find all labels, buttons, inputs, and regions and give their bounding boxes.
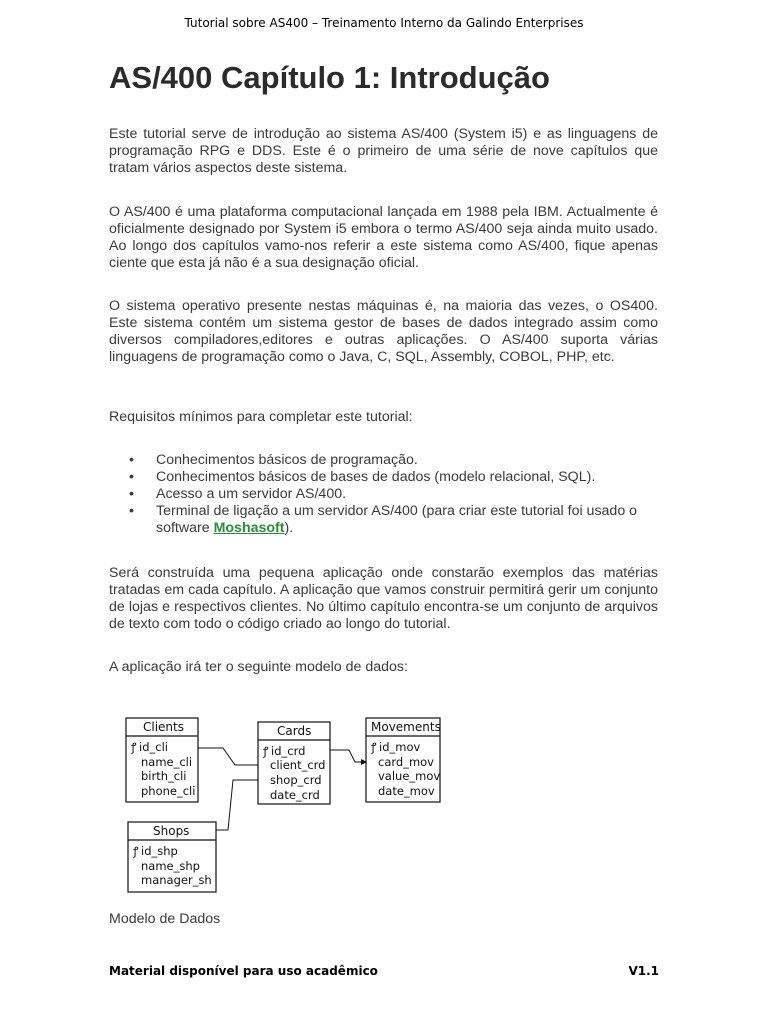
table-movements [366, 718, 441, 802]
data-model-diagram [123, 712, 453, 898]
list-item [109, 452, 658, 469]
field: name_shp [141, 859, 200, 873]
field: shop_crd [270, 773, 322, 787]
bullet-icon: • [129, 503, 134, 519]
field: client_crd [270, 758, 326, 772]
key-icon: ꝭ [371, 740, 377, 754]
list-item-text: Acesso a um servidor AS/400. [156, 486, 347, 502]
list-item-text-end: ). [284, 520, 294, 536]
key-field: id_cli [139, 740, 168, 754]
field: date_crd [270, 788, 320, 802]
page-header: Tutorial sobre AS400 – Treinamento Interno da Galindo Enterprises [184, 16, 584, 30]
list-item [109, 503, 658, 537]
paragraph-requirements: Requisitos mínimos para completar este tutorial: [109, 409, 413, 425]
table-clients [126, 718, 198, 802]
bullet-icon: • [129, 486, 134, 502]
paragraph-history: O AS/400 é uma plataforma computacional lançada em 1988 pela IBM. Actualmente é oficialmente designado por System i5 embora o termo AS/400 seja ainda muito usado. Ao longo dos capítulos vamo-nos referir a este sistema como AS/400, fique apenas ciente que esta já não é a sua designação oficial. [109, 204, 658, 271]
field: name_cli [141, 755, 193, 769]
key-icon: ꝭ [133, 844, 139, 858]
field: card_mov [378, 755, 434, 769]
key-field: id_shp [141, 844, 178, 858]
field: phone_cli [141, 784, 196, 798]
table-title: Clients [143, 720, 184, 734]
list-item-text: Conhecimentos básicos de programação. [156, 452, 418, 468]
key-icon: ꝭ [263, 744, 269, 758]
list-item-text: Conhecimentos básicos de bases de dados (modelo relacional, SQL). [156, 469, 596, 485]
table-shops [128, 822, 216, 892]
paragraph-model-intro: A aplicação irá ter o seguinte modelo de dados: [109, 659, 408, 675]
bullet-icon: • [129, 469, 134, 485]
field: birth_cli [141, 769, 187, 783]
table-title: Movements [371, 720, 441, 734]
requirements-list [109, 452, 658, 537]
list-item [109, 469, 658, 486]
diagram-caption: Modelo de Dados [109, 911, 221, 927]
key-icon: ꝭ [131, 740, 137, 754]
key-field: id_mov [379, 740, 421, 754]
footer-note: Material disponível para uso acadêmico [109, 964, 378, 978]
paragraph-intro: Este tutorial serve de introdução ao sistema AS/400 (System i5) e as linguagens de programação RPG e DDS. Este é o primeiro de uma série de nove capítulos que tratam vários aspectos deste sistema. [109, 126, 658, 176]
list-item [109, 486, 658, 503]
field: value_mov [378, 769, 441, 783]
relation-cards-movements [330, 750, 366, 762]
table-title: Shops [153, 824, 190, 838]
moshasoft-link[interactable]: Moshasoft [213, 520, 285, 536]
field: manager_sh [141, 873, 212, 887]
key-field: id_crd [271, 744, 306, 758]
page-title: AS/400 Capítulo 1: Introdução [109, 60, 550, 95]
paragraph-application: Será construída uma pequena aplicação onde constarão exemplos das matérias tratadas em cada capítulo. A aplicação que vamos construir permitirá gerir um conjunto de lojas e respectivos clientes. No último capítulo encontra-se um conjunto de arquivos de texto com todo o código criado ao longo do tutorial. [109, 565, 658, 632]
list-item-text: Terminal de ligação a um servidor AS/400 (para criar este tutorial foi usado o software [156, 503, 638, 536]
table-title: Cards [277, 724, 312, 738]
bullet-icon: • [129, 452, 134, 468]
relation-shops-cards [216, 780, 258, 830]
paragraph-os400: O sistema operativo presente nestas máquinas é, na maioria das vezes, o OS400. Este sistema contém um sistema gestor de bases de dados integrado assim como diversos compiladores,editores e outras aplicações. O AS/400 suporta várias linguagens de programação como o Java, C, SQL, Assembly, COBOL, PHP, etc. [109, 298, 658, 365]
footer-version: V1.1 [628, 964, 659, 978]
field: date_mov [378, 784, 435, 798]
relation-clients-cards [198, 748, 258, 765]
table-cards [258, 722, 330, 804]
